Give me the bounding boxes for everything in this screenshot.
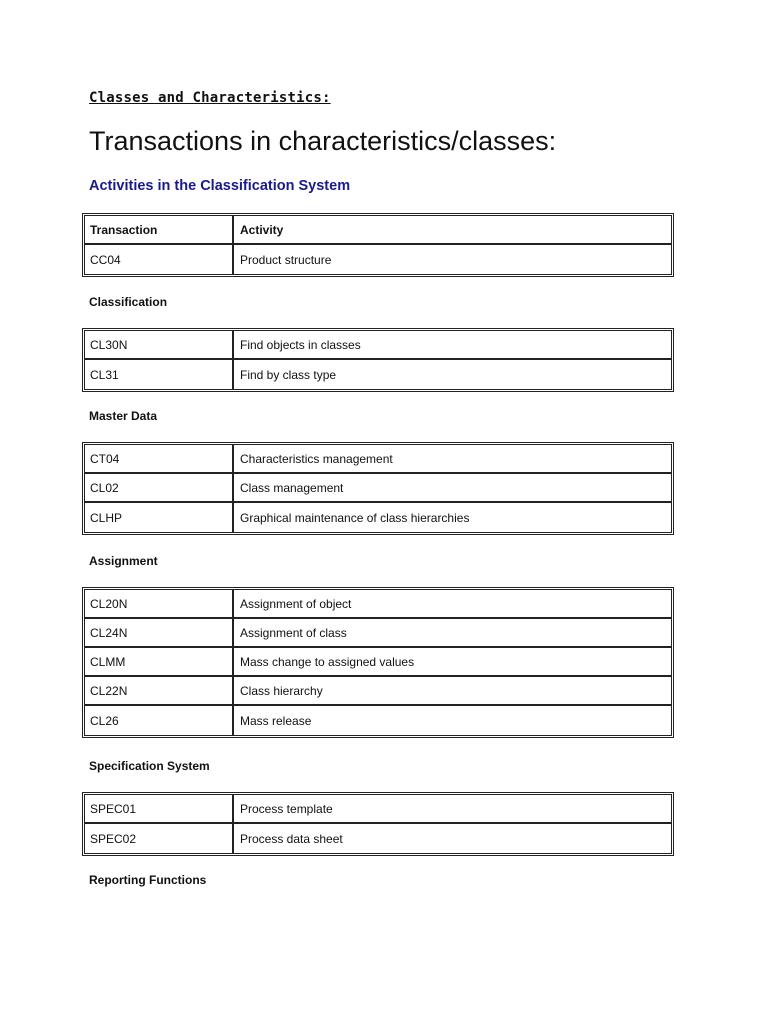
transaction-code: CT04: [85, 445, 234, 474]
transactions-table-master-data: [82, 442, 674, 535]
transaction-code: CL31: [85, 360, 234, 389]
table-row: [85, 245, 671, 274]
page-title: Transactions in characteristics/classes:: [89, 126, 557, 156]
transactions-table-classification: [82, 328, 674, 392]
table-row: [85, 360, 671, 389]
table-row: [85, 824, 671, 853]
transaction-code: CL24N: [85, 619, 234, 648]
transaction-activity: Characteristics management: [234, 445, 671, 474]
table-row: [85, 590, 671, 619]
transaction-activity: Assignment of class: [234, 619, 671, 648]
transaction-code: CLHP: [85, 503, 234, 532]
section-label-master-data: Master Data: [89, 409, 158, 423]
transaction-activity: Class management: [234, 474, 671, 503]
transaction-code: SPEC01: [85, 795, 234, 824]
transaction-activity: Find by class type: [240, 367, 337, 382]
transaction-code: CL30N: [85, 331, 234, 360]
document-heading: Classes and Characteristics:: [89, 90, 331, 106]
table-header-row: [85, 216, 671, 245]
column-header-activity: Activity: [234, 216, 671, 245]
transaction-code: CL20N: [85, 590, 234, 619]
transaction-code: CL26: [85, 706, 234, 735]
section-label-reporting-functions: Reporting Functions: [89, 873, 207, 887]
section-subtitle: Activities in the Classification System: [89, 178, 351, 194]
transactions-table-activities: [82, 213, 674, 277]
transaction-code: CC04: [85, 245, 234, 274]
table-row: [85, 648, 671, 677]
table-row: [85, 331, 671, 360]
transaction-activity: Mass change to assigned values: [234, 648, 671, 677]
column-header-transaction: Transaction: [85, 216, 234, 245]
transaction-activity: Product structure: [240, 252, 332, 267]
transaction-code: CL02: [85, 474, 234, 503]
table-row: [85, 706, 671, 735]
transaction-code: SPEC02: [85, 824, 234, 853]
transaction-activity: Find objects in classes: [234, 331, 671, 360]
transaction-activity: Process template: [234, 795, 671, 824]
table-row: [85, 503, 671, 532]
table-row: [85, 445, 671, 474]
transaction-code: CLMM: [85, 648, 234, 677]
transaction-activity: Class hierarchy: [234, 677, 671, 706]
transactions-table-assignment: [82, 587, 674, 738]
section-label-assignment: Assignment: [89, 554, 158, 568]
section-label-classification: Classification: [89, 295, 168, 309]
transactions-table-specification-system: [82, 792, 674, 856]
table-row: [85, 677, 671, 706]
transaction-activity: Assignment of object: [234, 590, 671, 619]
table-row: [85, 795, 671, 824]
transaction-activity: Mass release: [240, 713, 312, 728]
transaction-activity: Graphical maintenance of class hierarchies: [240, 510, 470, 525]
transaction-activity: Process data sheet: [240, 831, 343, 846]
table-row: [85, 474, 671, 503]
section-label-specification-system: Specification System: [89, 759, 210, 773]
table-row: [85, 619, 671, 648]
transaction-code: CL22N: [85, 677, 234, 706]
